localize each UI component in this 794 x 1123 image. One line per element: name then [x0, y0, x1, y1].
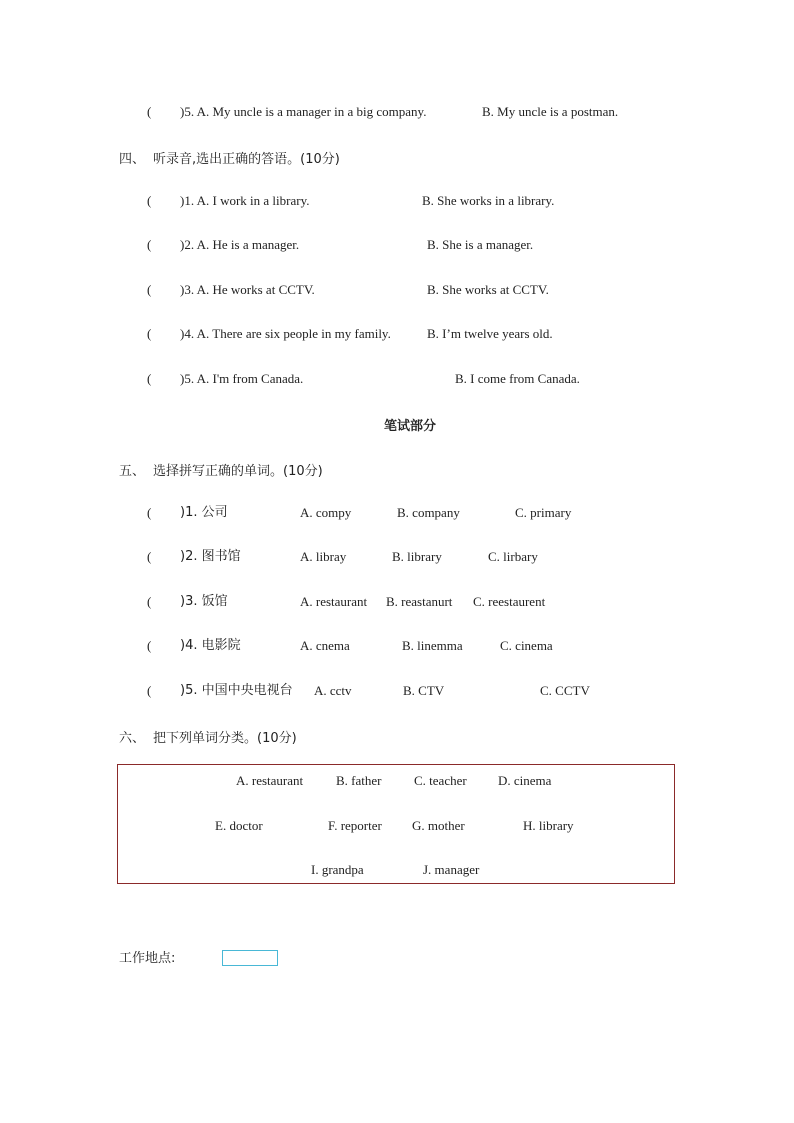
- section-number: 六、: [119, 731, 146, 746]
- answer-paren: (: [147, 193, 152, 208]
- option-a: A. cnema: [300, 638, 350, 653]
- word-bank-box: [117, 764, 675, 884]
- workplace-answer-box[interactable]: [222, 950, 278, 966]
- word-item: C. teacher: [414, 773, 467, 788]
- option-b: B. linemma: [402, 638, 463, 653]
- word-item: A. restaurant: [236, 773, 304, 788]
- word-item: J. manager: [423, 862, 480, 877]
- section-number: 四、: [119, 152, 146, 167]
- option-a: A. restaurant: [300, 594, 368, 609]
- question-option-b: B. I come from Canada.: [455, 371, 580, 386]
- option-b: B. library: [392, 549, 442, 564]
- option-a: A. compy: [300, 505, 352, 520]
- question-option-b: B. My uncle is a postman.: [482, 104, 619, 119]
- option-b: B. CTV: [403, 683, 445, 698]
- question-option-b: B. I’m twelve years old.: [427, 326, 553, 341]
- question-option-a: )4. A. There are six people in my family.: [180, 326, 391, 341]
- answer-paren: (: [147, 104, 152, 119]
- answer-paren: (: [147, 371, 152, 386]
- answer-paren: (: [147, 594, 152, 609]
- option-c: C. reestaurent: [473, 594, 546, 609]
- option-c: C. primary: [515, 505, 572, 520]
- word-item: G. mother: [412, 818, 465, 833]
- option-a: A. cctv: [314, 683, 352, 698]
- workplace-label: 工作地点:: [119, 951, 176, 966]
- option-c: C. lirbary: [488, 549, 538, 564]
- option-b: B. company: [397, 505, 460, 520]
- word-item: I. grandpa: [311, 862, 364, 877]
- question-prompt: )5. 中国中央电视台: [180, 683, 293, 698]
- answer-paren: (: [147, 549, 152, 564]
- question-option-a: )2. A. He is a manager.: [180, 237, 300, 252]
- word-item: B. father: [336, 773, 382, 788]
- section-title: 听录音,选出正确的答语。(10分): [153, 152, 340, 167]
- question-option-b: B. She works at CCTV.: [427, 282, 549, 297]
- question-option-a: )5. A. My uncle is a manager in a big company.: [180, 104, 427, 119]
- word-item: D. cinema: [498, 773, 552, 788]
- question-prompt: )2. 图书馆: [180, 549, 241, 564]
- question-option-b: B. She works in a library.: [422, 193, 555, 208]
- section-number: 五、: [119, 464, 146, 479]
- question-option-a: )1. A. I work in a library.: [180, 193, 310, 208]
- answer-paren: (: [147, 237, 152, 252]
- section-title: 把下列单词分类。(10分): [153, 731, 297, 746]
- question-prompt: )4. 电影院: [180, 638, 241, 653]
- answer-paren: (: [147, 282, 152, 297]
- word-item: E. doctor: [215, 818, 263, 833]
- question-option-a: )3. A. He works at CCTV.: [180, 282, 315, 297]
- option-c: C. CCTV: [540, 683, 590, 698]
- answer-paren: (: [147, 326, 152, 341]
- written-part-title: 笔试部分: [383, 419, 436, 434]
- question-prompt: )3. 饭馆: [180, 594, 228, 609]
- option-b: B. reastanurt: [386, 594, 453, 609]
- question-option-b: B. She is a manager.: [427, 237, 534, 252]
- answer-paren: (: [147, 505, 152, 520]
- option-c: C. cinema: [500, 638, 553, 653]
- question-option-a: )5. A. I'm from Canada.: [180, 371, 304, 386]
- answer-paren: (: [147, 683, 152, 698]
- question-prompt: )1. 公司: [180, 505, 228, 520]
- option-a: A. libray: [300, 549, 347, 564]
- word-item: H. library: [523, 818, 574, 833]
- word-item: F. reporter: [328, 818, 382, 833]
- answer-paren: (: [147, 638, 152, 653]
- section-title: 选择拼写正确的单词。(10分): [153, 464, 323, 479]
